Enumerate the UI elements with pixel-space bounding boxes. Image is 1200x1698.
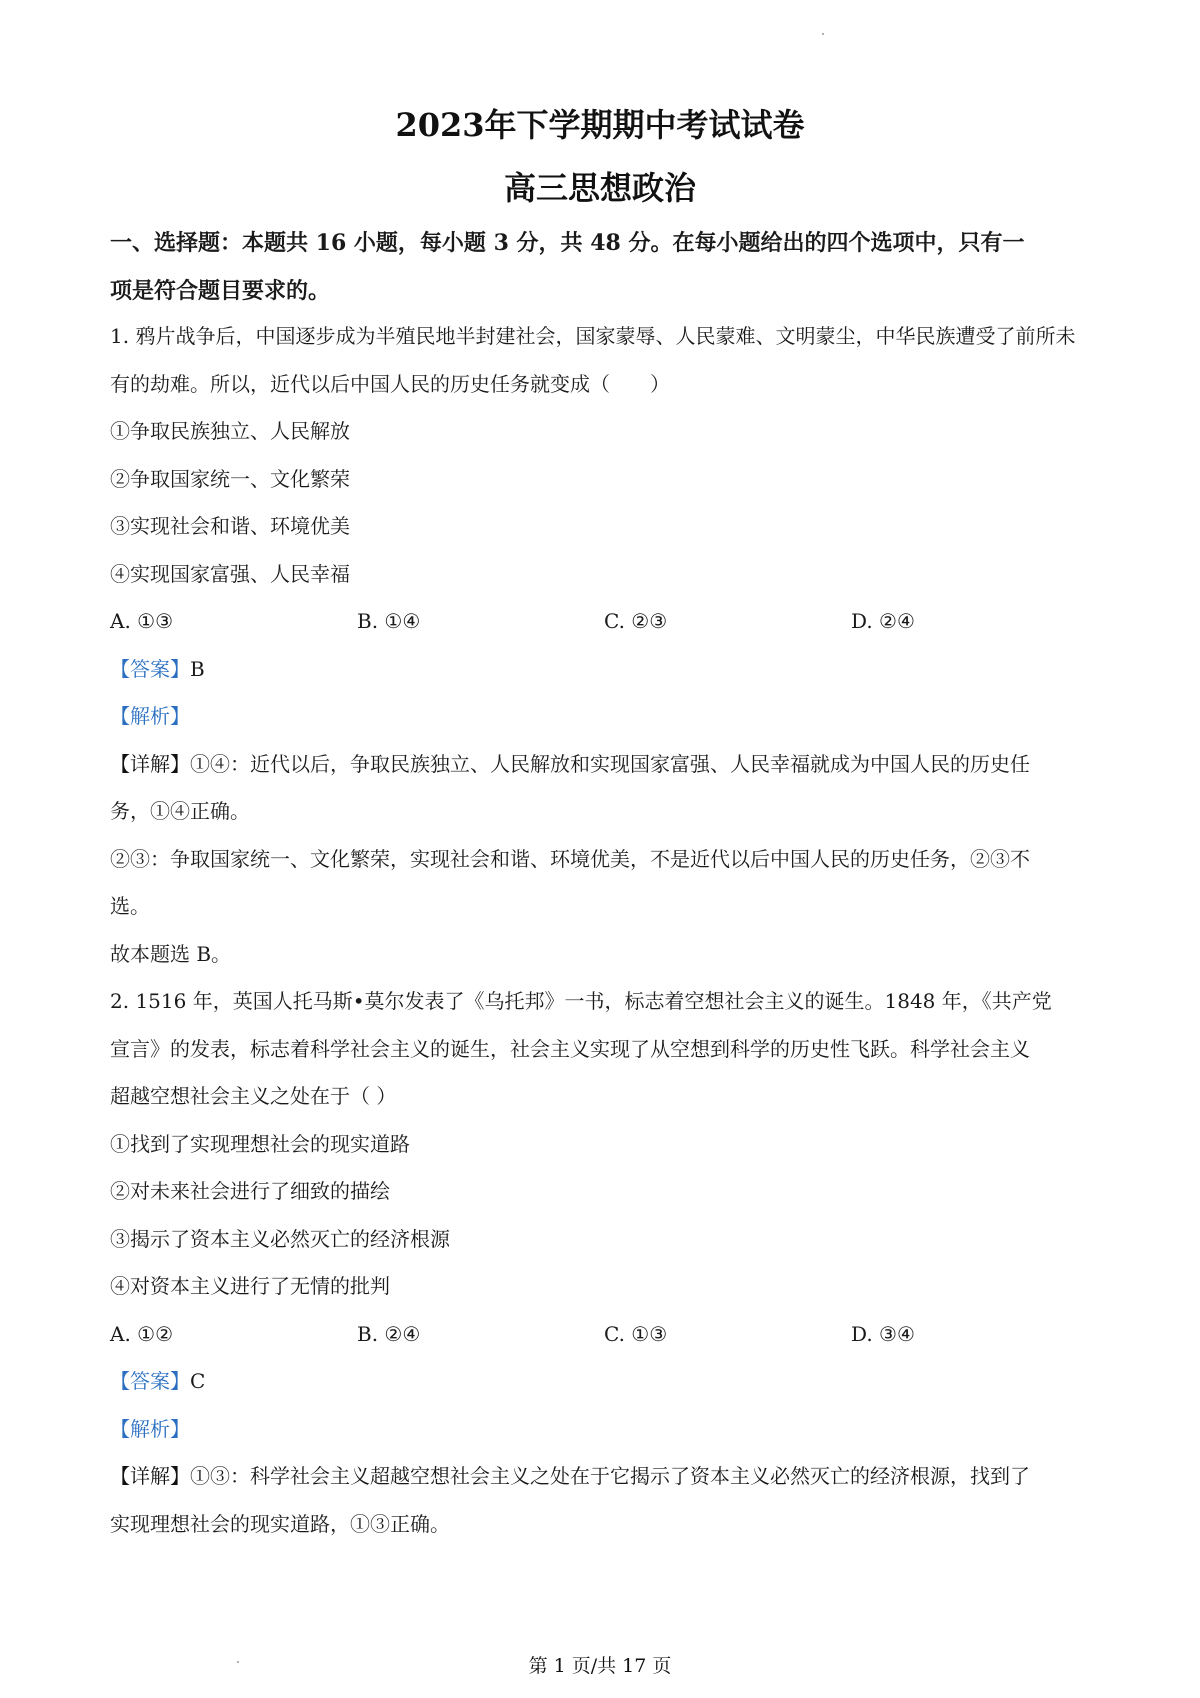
q2-detail-line2: 实现理想社会的现实道路，①③正确。 (110, 1512, 450, 1536)
q2-stem-line3: 超越空想社会主义之处在于（ ） (110, 1084, 397, 1108)
q2-answer (110, 1366, 1100, 1396)
q2-item-2: ②对未来社会进行了细致的描绘 (110, 1179, 390, 1203)
detail-tag: 【详解】 (110, 752, 190, 776)
exam-title: 2023年下学期期中考试试卷 (395, 106, 805, 144)
q2-item-1: ①找到了实现理想社会的现实道路 (110, 1132, 410, 1156)
scan-speck (822, 33, 824, 35)
q2-item-3: ③揭示了资本主义必然灭亡的经济根源 (110, 1227, 450, 1251)
q1-item-1: ①争取民族独立、人民解放 (110, 419, 350, 443)
q2-stem-line1: 2. 1516 年，英国人托马斯•莫尔发表了《乌托邦》一书，标志着空想社会主义的诞生。1848 年，《共产党 (110, 989, 1052, 1013)
q2-option-b: B. ②④ (357, 1322, 421, 1346)
q1-detail-line1 (110, 749, 1100, 779)
q1-option-d: D. ②④ (851, 609, 915, 633)
answer-tag: 【答案】 (110, 657, 190, 681)
q1-option-b: B. ①④ (357, 609, 421, 633)
q1-detail-text1: ①④：近代以后，争取民族独立、人民解放和实现国家富强、人民幸福就成为中国人民的历史任 (190, 752, 1030, 776)
q1-option-a: A. ①③ (110, 609, 174, 633)
q1-options (110, 606, 1100, 636)
q2-analysis (110, 1414, 1100, 1444)
q2-answer-value: C (190, 1369, 206, 1393)
section-heading-line1: 一、选择题：本题共 16 小题，每小题 3 分，共 48 分。在每小题给出的四个选项中，只有一 (110, 230, 1025, 256)
page-footer: 第 1 页/共 17 页 (528, 1655, 672, 1677)
q1-detail-line2: 务，①④正确。 (110, 799, 250, 823)
q1-conclusion: 故本题选 B。 (110, 942, 232, 966)
q1-option-c: C. ②③ (604, 609, 668, 633)
analysis-tag: 【解析】 (110, 1417, 190, 1441)
q2-option-c: C. ①③ (604, 1322, 668, 1346)
detail-tag: 【详解】 (110, 1464, 190, 1488)
q1-item-3: ③实现社会和谐、环境优美 (110, 514, 350, 538)
section-heading-line2: 项是符合题目要求的。 (110, 278, 331, 304)
q1-answer (110, 654, 1100, 684)
q1-analysis (110, 701, 1100, 731)
q2-stem-line2: 宣言》的发表，标志着科学社会主义的诞生，社会主义实现了从空想到科学的历史性飞跃。科学社会主义 (110, 1037, 1030, 1061)
analysis-tag: 【解析】 (110, 704, 190, 728)
q2-item-4: ④对资本主义进行了无情的批判 (110, 1274, 390, 1298)
exam-subtitle: 高三思想政治 (503, 169, 696, 207)
q1-detail-line4: 选。 (110, 894, 150, 918)
q2-detail-text1: ①③：科学社会主义超越空想社会主义之处在于它揭示了资本主义必然灭亡的经济根源，找到了 (190, 1464, 1030, 1488)
q2-option-a: A. ①② (110, 1322, 174, 1346)
answer-tag: 【答案】 (110, 1369, 190, 1393)
q2-detail-line1 (110, 1461, 1100, 1491)
q1-stem-line1: 1. 鸦片战争后，中国逐步成为半殖民地半封建社会，国家蒙辱、人民蒙难、文明蒙尘，中华民族遭受了前所未 (110, 324, 1076, 348)
q1-answer-value: B (190, 657, 205, 681)
q2-options (110, 1319, 1100, 1349)
q1-item-2: ②争取国家统一、文化繁荣 (110, 467, 350, 491)
q1-stem-line2: 有的劫难。所以，近代以后中国人民的历史任务就变成（ ） (110, 372, 670, 396)
q2-option-d: D. ③④ (851, 1322, 915, 1346)
q1-item-4: ④实现国家富强、人民幸福 (110, 562, 350, 586)
q1-detail-line3: ②③：争取国家统一、文化繁荣，实现社会和谐、环境优美，不是近代以后中国人民的历史任务，②③不 (110, 847, 1030, 871)
